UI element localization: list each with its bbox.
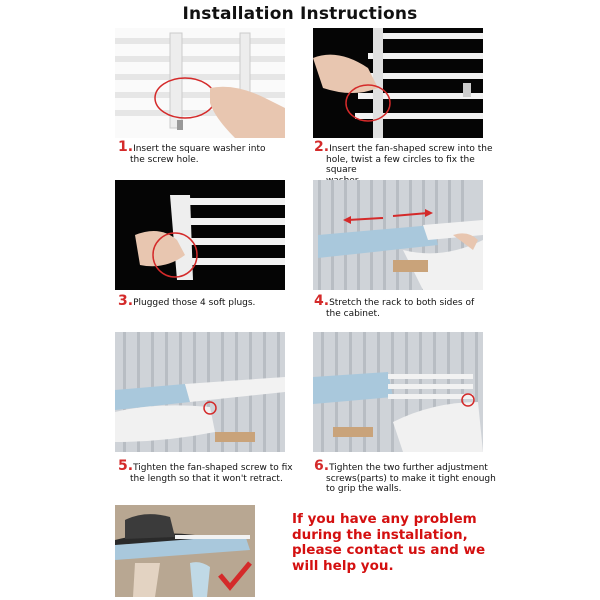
step-5-text	[118, 458, 308, 484]
contact-line3: please contact us and we	[292, 542, 486, 558]
step-6-line2: screws(parts) to make it tight enough	[326, 473, 496, 484]
contact-message	[292, 512, 592, 574]
step-5-number: 5.	[118, 458, 134, 474]
step-4-number: 4.	[314, 293, 330, 309]
step-2-photo	[313, 28, 483, 138]
step-4-line2: the cabinet.	[326, 308, 380, 319]
step-5-line1: Tighten the fan-shaped screw to fix	[133, 463, 293, 473]
step-6-line1: Tighten the two further adjustment	[329, 463, 488, 473]
step-3-number: 3.	[118, 293, 134, 309]
step-4-photo	[313, 180, 483, 290]
step-6-photo	[313, 332, 483, 452]
step-1-number: 1.	[118, 139, 134, 155]
step-2-line1: Insert the fan-shaped screw into the	[329, 144, 493, 154]
contact-line2: during the installation,	[292, 526, 468, 543]
step-5-line2: the length so that it won't retract.	[130, 473, 283, 484]
step-3-photo	[115, 180, 285, 290]
page-title: Installation Instructions	[182, 4, 418, 24]
step-2-number: 2.	[314, 139, 330, 155]
step-6-line3: to grip the walls.	[326, 484, 402, 494]
step-3-text	[118, 293, 298, 309]
step-1-text	[118, 139, 298, 165]
step-3-line1: Plugged those 4 soft plugs.	[133, 298, 256, 308]
step-6-number: 6.	[314, 458, 330, 474]
contact-line1: If you have any problem	[292, 511, 477, 527]
step-5-photo	[115, 332, 285, 452]
step-2-line2: hole, twist a few circles to fix the square	[326, 154, 475, 175]
step-4-line1: Stretch the rack to both sides of	[329, 298, 475, 308]
final-result-photo	[115, 505, 255, 597]
step-1-photo	[115, 28, 285, 138]
step-6-text	[314, 458, 514, 495]
contact-line4: will help you.	[292, 557, 394, 574]
step-4-text	[314, 293, 504, 319]
step-1-line1: Insert the square washer into	[133, 144, 266, 154]
step-1-line2: the screw hole.	[130, 154, 199, 165]
